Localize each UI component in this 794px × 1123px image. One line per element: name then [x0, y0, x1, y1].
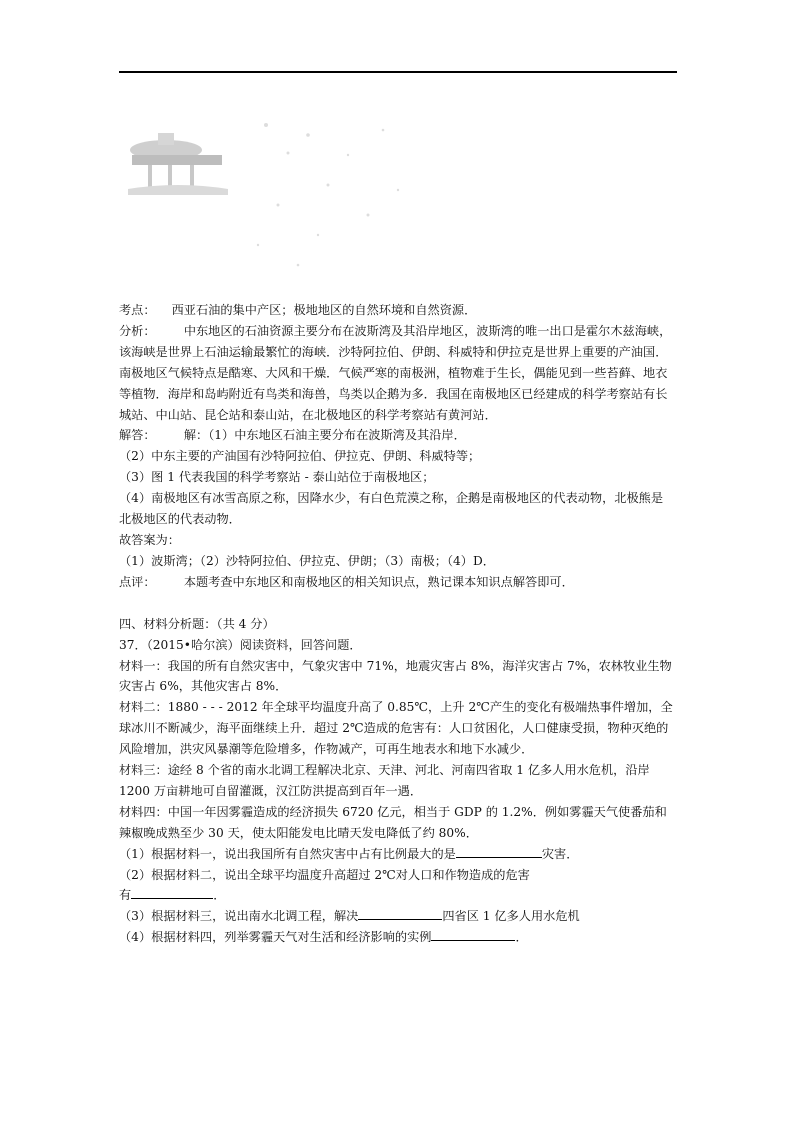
- question-2-line2: [119, 885, 675, 906]
- q4-text: （4）根据材料四，列举雾霾天气对生活和经济影响的实例: [119, 930, 432, 945]
- q2-prefix: 有: [119, 888, 132, 903]
- kaodian-line: [119, 300, 675, 321]
- section-heading: 四、材料分析题：（共 4 分）: [119, 616, 275, 631]
- jieda-label: 解答：: [119, 428, 156, 443]
- q1-text: （1）根据材料一，说出我国所有自然灾害中占有比例最大的是: [119, 846, 456, 861]
- fenxi-text: 中东地区的石油资源主要分布在波斯湾及其沿岸地区，波斯湾的唯一出口是霍尔木兹海峡，该海峡是世界上石油运输最繁忙的海峡．沙特阿拉伯、伊朗、科威特和伊拉克是世界上重要的产油国．南极地区气候特点是酷寒、大风和干燥．气候严寒的南极洲，植物难于生长，偶能见到一些苔藓、地衣等植物．海岸和岛屿附近有鸟类和海兽，鸟类以企鹅为多．我国在南极地区已经建成的科学考察站有长城站、中山站、昆仑站和泰山站，在北极地区的科学考察站有黄河站．: [119, 323, 672, 422]
- jieda-2: （2）中东主要的产油国有沙特阿拉伯、伊拉克、伊朗、科威特等；: [119, 449, 481, 464]
- document-body: [119, 300, 675, 948]
- q4-answer-blank[interactable]: [431, 927, 515, 941]
- material-2: 材料二：1880 - - - 2012 年全球平均温度升高了 0.85℃，上升 2℃产生的变化有极端热事件增加，全球冰川不断减少，海平面继续上升．超过 2℃造成的危害有：人口贫困化，人口健康受损，物种灭绝的风险增加，洪灾风暴潮等危险增多，作物减产，可再生地表水和地下水减少．: [119, 700, 673, 757]
- material-1: 材料一：我国的所有自然灾害中，气象灾害中 71%，地震灾害占 8%，海洋灾害占 7%，农林牧业生物灾害占 6%，其他灾害占 8%．: [119, 658, 672, 694]
- question-1: [119, 844, 675, 865]
- material-3: 材料三：途经 8 个省的南水北调工程解决北京、天津、河北、河南四省取 1 亿多人用水危机，沿岸 1200 万亩耕地可自留灌溉，汉江防洪提高到百年一遇．: [119, 763, 650, 798]
- jieda-1: 解：（1）中东地区石油主要分布在波斯湾及其沿岸．: [183, 428, 466, 443]
- material-4: 材料四：中国一年因雾霾造成的经济损失 6720 亿元，相当于 GDP 的 1.2%．例如雾霾天气使番茄和辣椒晚成熟至少 30 天，使太阳能发电比晴天发电降低了约 80%．: [119, 804, 667, 840]
- fenxi-label: 分析：: [119, 323, 156, 338]
- q3-text: （3）根据材料三，说出南水北调工程，解决: [119, 909, 359, 924]
- q2-suffix: ．: [213, 888, 226, 903]
- answers-line: （1）波斯湾；（2）沙特阿拉伯、伊拉克、伊朗；（3）南极；（4）D．: [119, 553, 495, 568]
- jieda-3: （3）图 1 代表我国的科学考察站 - 泰山站位于南极地区；: [119, 470, 435, 485]
- jieda-4: （4）南极地区有冰雪高原之称，因降水少，有白色荒漠之称，企鹅是南极地区的代表动物，北极熊是北极地区的代表动物．: [119, 491, 664, 527]
- header-rule: [119, 71, 677, 73]
- q3-answer-blank[interactable]: [358, 906, 442, 920]
- kaodian-label: 考点：: [119, 303, 156, 317]
- q1-suffix: 灾害．: [541, 846, 579, 861]
- q4-suffix: ．: [515, 930, 528, 945]
- dianping-label: 点评：: [119, 574, 156, 589]
- question-3: [119, 906, 675, 927]
- question-2-line1: （2）根据材料二，说出全球平均温度升高超过 2℃对人口和作物造成的危害: [119, 867, 530, 882]
- question-intro: 37．（2015•哈尔滨）阅读资料，回答问题．: [119, 637, 362, 652]
- jieda-line: [119, 425, 675, 446]
- dianping-text: 本题考查中东地区和南极地区的相关知识点，熟记课本知识点解答即可．: [183, 574, 574, 589]
- kaodian-text: 西亚石油的集中产区；极地地区的自然环境和自然资源．: [171, 303, 477, 317]
- section-gap: [119, 593, 675, 614]
- q1-answer-blank[interactable]: [456, 844, 542, 858]
- fenxi-paragraph: [119, 321, 675, 426]
- gudaan-label: 故答案为：: [119, 532, 180, 547]
- dianping-line: [119, 572, 675, 593]
- question-4: [119, 927, 675, 948]
- q3-suffix: 四省区 1 亿多人用水危机: [442, 909, 580, 924]
- faded-illustration: [118, 95, 438, 275]
- q2-answer-blank[interactable]: [131, 885, 213, 899]
